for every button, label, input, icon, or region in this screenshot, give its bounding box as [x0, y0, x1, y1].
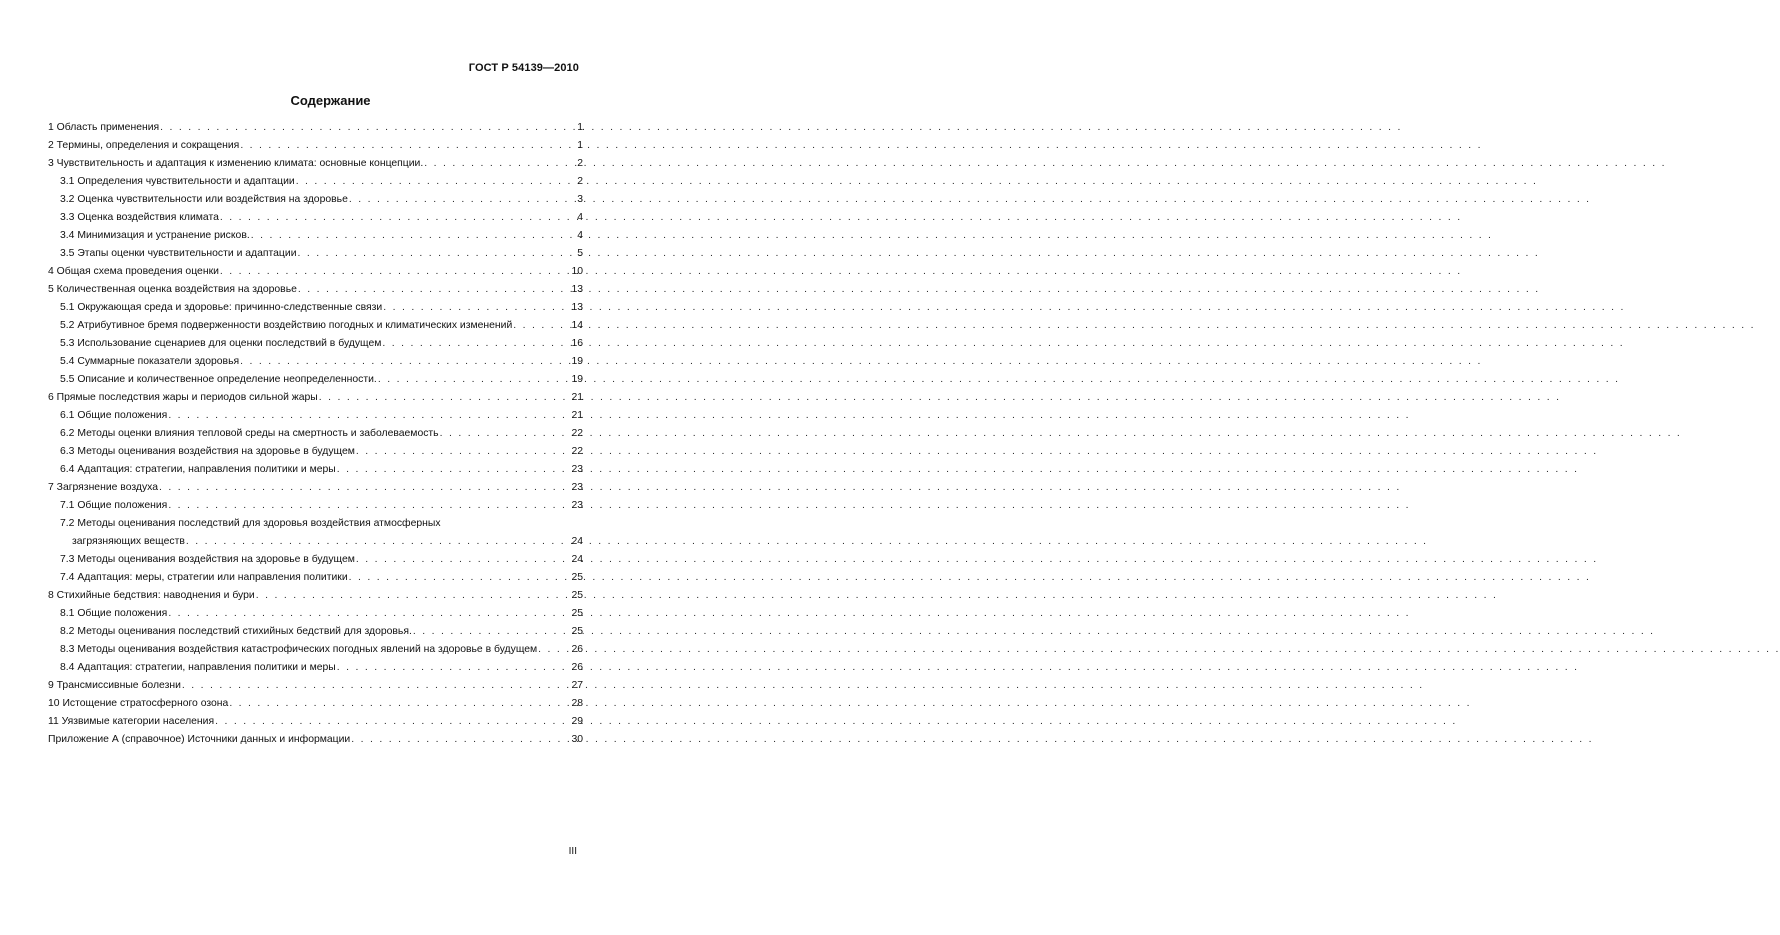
toc-entry-page: 13 — [571, 302, 583, 313]
toc-entry-page: 24 — [571, 536, 583, 547]
toc-entry[interactable] — [48, 191, 583, 209]
toc-entry-page: 1 — [577, 140, 583, 151]
toc-entry-page: 19 — [571, 374, 583, 385]
dot-leader — [440, 425, 570, 443]
toc-entry[interactable] — [48, 299, 583, 317]
toc-entry[interactable] — [48, 551, 583, 569]
toc-entry-page: 25 — [571, 626, 583, 637]
toc-entry-page: 16 — [571, 338, 583, 349]
toc-entry[interactable] — [48, 389, 583, 407]
toc-entry-label: 7.3 Методы оценивания воздействия на здоровье в будущем — [60, 554, 355, 565]
toc-entry-page: 21 — [571, 410, 583, 421]
dot-leader — [240, 353, 569, 371]
toc-entry-label: 6.3 Методы оценивания воздействия на здоровье в будущем — [60, 446, 355, 457]
toc-entry[interactable] — [48, 479, 583, 497]
toc-entry-page: 19 — [571, 356, 583, 367]
toc-entry-label: 5.1 Окружающая среда и здоровье: причинно-следственные связи — [60, 302, 383, 313]
toc-entry-label: 11 Уязвимые категории населения — [48, 716, 215, 727]
toc-entry-page: 25 — [571, 572, 583, 583]
toc-entry-label: 7.4 Адаптация: меры, стратегии или направления политики — [60, 572, 348, 583]
toc-entry-label: 8.3 Методы оценивания воздействия катастрофических погодных явлений на здоровье в будущем — [60, 644, 538, 655]
toc-entry[interactable] — [48, 173, 583, 191]
toc-entry-label: 8 Стихийные бедствия: наводнения и бури — [48, 590, 255, 601]
dot-leader — [337, 659, 570, 677]
toc-entry-page: 4 — [577, 230, 583, 241]
toc-entry[interactable] — [48, 497, 583, 515]
dot-leader — [424, 155, 573, 173]
dot-leader — [356, 551, 570, 569]
toc-entry[interactable] — [48, 137, 583, 155]
toc-entry-label: Приложение А (справочное) Источники данных и информации — [48, 734, 351, 745]
dot-leader — [383, 299, 569, 317]
toc-entry-label: 7.1 Общие положения — [60, 500, 168, 511]
toc-title: Содержание — [290, 93, 371, 108]
toc-entry-label: 7.2 Методы оценивания последствий для здоровья воздействия атмосферных — [60, 518, 441, 529]
toc-entry[interactable] — [48, 425, 583, 443]
toc-entry-label: 9 Трансмиссивные болезни — [48, 680, 181, 691]
toc-entry[interactable] — [48, 677, 583, 695]
toc-entry[interactable] — [48, 443, 583, 461]
toc-entry-page: 25 — [571, 590, 583, 601]
toc-entry[interactable] — [48, 119, 583, 137]
toc-entry[interactable] — [48, 245, 583, 263]
dot-leader — [298, 245, 574, 263]
document-header — [469, 62, 579, 74]
dot-leader — [159, 479, 569, 497]
dot-leader — [220, 209, 573, 227]
toc-entry-label: 5 Количественная оценка воздействия на здоровье — [48, 284, 297, 295]
toc-entry-page: 23 — [571, 500, 583, 511]
toc-entry[interactable] — [48, 623, 583, 641]
toc-entry-page: 4 — [577, 212, 583, 223]
dot-leader — [256, 587, 570, 605]
toc-entry-page: 3 — [577, 194, 583, 205]
toc-entry-label: 2 Термины, определения и сокращения — [48, 140, 240, 151]
toc-entry-label: 8.4 Адаптация: стратегии, направления политики и меры — [60, 662, 336, 673]
toc-entry-page: 13 — [571, 284, 583, 295]
toc-entry-page: 30 — [571, 734, 583, 745]
toc-entry[interactable] — [48, 461, 583, 479]
toc-entry-label: 6.1 Общие положения — [60, 410, 168, 421]
dot-leader — [382, 335, 569, 353]
dot-leader — [298, 281, 570, 299]
toc-entry-multiline[interactable] — [48, 515, 583, 551]
toc-entry-label: 5.2 Атрибутивное бремя подверженности воздействию погодных и климатических изменений — [60, 320, 513, 331]
dot-leader — [337, 461, 570, 479]
toc-entry-page: 24 — [571, 554, 583, 565]
toc-entry-label: 3 Чувствительность и адаптация к изменению климата: основные концепции. — [48, 158, 424, 169]
toc-entry-continuation — [60, 533, 583, 551]
dot-leader — [349, 569, 570, 587]
toc-entry-label: 10 Истощение стратосферного озона — [48, 698, 229, 709]
toc-entry-page: 10 — [571, 266, 583, 277]
page-number: III — [568, 846, 577, 857]
toc-entry[interactable] — [48, 695, 583, 713]
toc-entry[interactable] — [48, 155, 583, 173]
toc-entry-label: 5.4 Суммарные показатели здоровья — [60, 356, 240, 367]
toc-entry[interactable] — [48, 209, 583, 227]
dot-leader — [240, 137, 573, 155]
toc-entry[interactable] — [48, 371, 583, 389]
toc-entry-page: 2 — [577, 158, 583, 169]
toc-entry-label: 3.2 Оценка чувствительности или воздействия на здоровье — [60, 194, 348, 205]
toc-entry-page: 14 — [571, 320, 583, 331]
dot-leader — [513, 317, 569, 335]
toc-entry[interactable] — [48, 605, 583, 623]
dot-leader — [349, 191, 573, 209]
toc-entry-page: 2 — [577, 176, 583, 187]
toc-entry-label: 6.2 Методы оценки влияния тепловой среды на смертность и заболеваемость — [60, 428, 439, 439]
standard-number: ГОСТ Р 54139—2010 — [468, 62, 579, 74]
toc-entry-page: 29 — [571, 716, 583, 727]
dot-leader — [538, 641, 569, 659]
toc-entry-page: 28 — [571, 698, 583, 709]
dot-leader — [168, 605, 569, 623]
toc-entry[interactable] — [48, 587, 583, 605]
toc-entry-page: 21 — [571, 392, 583, 403]
toc-entry-page: 1 — [577, 122, 583, 133]
toc-entry-label: 6.4 Адаптация: стратегии, направления политики и меры — [60, 464, 336, 475]
toc-entry[interactable] — [48, 407, 583, 425]
toc-entry-page: 23 — [571, 482, 583, 493]
dot-leader — [160, 119, 573, 137]
toc-entry-label: 7 Загрязнение воздуха — [48, 482, 159, 493]
toc-entry[interactable] — [48, 731, 583, 749]
dot-leader — [186, 533, 570, 551]
toc-entry-page: 5 — [577, 248, 583, 259]
dot-leader — [229, 695, 569, 713]
toc-entry-label-continuation: загрязняющих веществ — [72, 536, 185, 547]
toc-entry[interactable] — [48, 659, 583, 677]
toc-entry[interactable] — [48, 641, 583, 659]
toc-entry-label: 1 Область применения — [48, 122, 160, 133]
toc-entry[interactable] — [48, 317, 583, 335]
toc-entry-label: 5.3 Использование сценариев для оценки последствий в будущем — [60, 338, 382, 349]
toc-entry-label: 5.5 Описание и количественное определение неопределенности. — [60, 374, 377, 385]
dot-leader — [356, 443, 570, 461]
toc-entry-label: 6 Прямые последствия жары и периодов сильной жары — [48, 392, 318, 403]
dot-leader — [215, 713, 569, 731]
dot-leader — [168, 407, 569, 425]
toc-entry-page: 26 — [571, 644, 583, 655]
toc-entry[interactable] — [48, 713, 583, 731]
dot-leader — [413, 623, 570, 641]
toc-entry[interactable] — [48, 353, 583, 371]
dot-leader — [251, 227, 573, 245]
toc-entry-page: 25 — [571, 608, 583, 619]
toc-entry-page: 22 — [571, 428, 583, 439]
toc-entry[interactable] — [48, 281, 583, 299]
dot-leader — [378, 371, 570, 389]
toc-entry[interactable] — [48, 335, 583, 353]
dot-leader — [351, 731, 569, 749]
table-of-contents — [48, 119, 583, 749]
toc-entry-label: 8.1 Общие положения — [60, 608, 168, 619]
toc-entry-label: 3.3 Оценка воздействия климата — [60, 212, 219, 223]
toc-entry-page: 27 — [571, 680, 583, 691]
toc-entry[interactable] — [48, 263, 583, 281]
toc-entry[interactable] — [48, 227, 583, 245]
toc-entry-page: 22 — [571, 446, 583, 457]
toc-entry[interactable] — [48, 569, 583, 587]
toc-entry-page: 23 — [571, 464, 583, 475]
dot-leader — [168, 497, 569, 515]
dot-leader — [182, 677, 570, 695]
toc-entry-page: 26 — [571, 662, 583, 673]
toc-entry-label: 3.5 Этапы оценки чувствительности и адаптации — [60, 248, 297, 259]
toc-entry-label: 4 Общая схема проведения оценки — [48, 266, 219, 277]
dot-leader — [296, 173, 573, 191]
toc-entry-label: 8.2 Методы оценивания последствий стихийных бедствий для здоровья. — [60, 626, 412, 637]
toc-entry-label: 3.4 Минимизация и устранение рисков. — [60, 230, 250, 241]
toc-entry-label: 3.1 Определения чувствительности и адаптации — [60, 176, 295, 187]
dot-leader — [220, 263, 570, 281]
dot-leader — [319, 389, 570, 407]
